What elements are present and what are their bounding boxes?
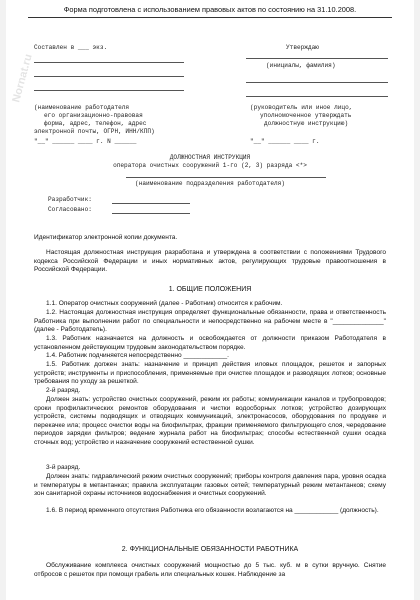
fill-line — [112, 213, 190, 214]
grade-3-heading: 3-й разряд. — [46, 464, 81, 471]
fill-line — [126, 177, 326, 178]
instruction-title: ДОЛЖНОСТНАЯ ИНСТРУКЦИЯ — [169, 154, 251, 161]
instruction-subtitle: оператора очистных сооружений 1-го (2, 3) разряда <*> — [113, 162, 307, 169]
paragraph-1-3: 1.3. Работник назначается на должность и освобождается от должности приказом Работодателя в установленном действующим трудовым законодательством порядке. — [34, 335, 386, 351]
fill-line — [34, 90, 184, 91]
agreed-label: Согласовано: — [48, 206, 92, 213]
employer-caption-1: (наименование работодателя — [34, 104, 130, 111]
watermark-logo — [4, 8, 35, 108]
fill-line — [34, 62, 184, 63]
electronic-copy-id: Идентификатор электронной копии документа. — [34, 234, 178, 241]
initials-caption: (инициалы, фамилия) — [266, 62, 336, 69]
form-note: Форма подготовлена с использованием правовых актов по состоянию на 31.10.2008. — [63, 5, 357, 14]
paragraph-1-6: 1.6. В период временного отсутствия Работника его обязанности возлагаются на ____________ (должность). — [46, 507, 379, 514]
fill-line — [246, 58, 388, 59]
grade-2-text: Должен знать: устройство очистных сооружений, режим их работы; коммуникации каналов и трубопроводов; сроки профилактических ремонтов оборудования и чистки водосборных лотков; устройство дозирующих устройств, системы подводящих и отводящих коммуникаций, электронасосов, оборудования по продувке и перекачке ила; процесс очистки воды на биофильтрах, фракции применяемого фильтрующего слоя, чередование периодов зарядки фильтров; ведение журнала работ на биофильтрах; способы естественной сушки осадка сточных вод; устройство и назначение сооружений естественной сушки. — [34, 396, 386, 446]
approval-date: "__" ______ ____ г. — [250, 138, 320, 145]
document-page — [6, 0, 414, 600]
employer-caption-3: форма, адрес, телефон, адрес — [44, 120, 147, 127]
intro-paragraph: Настоящая должностная инструкция разработана и утверждена в соответствии с положениями Трудового кодекса Российской Федерации и иных нормативных актов, регулирующих трудовые правоотношения в Российской Федерации. — [34, 249, 386, 273]
copies-count: Составлен в ___ экз. — [34, 44, 108, 51]
employer-caption-4: электронной почты, ОГРН, ИНН/КПП) — [34, 128, 155, 135]
section-2-paragraph: Обслуживание комплекса очистных сооружений мощностью до 5 тыс. куб. м в сутки вручную. Снятие отбросов с решеток при помощи грабель или специальных кошек. Наблюдение за — [34, 562, 386, 578]
fill-line — [246, 82, 388, 83]
head-caption-3: должностную инструкцию) — [264, 120, 349, 127]
paragraph-1-1: 1.1. Оператор очистных сооружений (далее - Работник) относится к рабочим. — [46, 300, 283, 307]
unit-caption: (наименование подразделения работодателя) — [135, 180, 285, 187]
section-heading-1: 1. ОБЩИЕ ПОЛОЖЕНИЯ — [168, 286, 252, 293]
order-date-number: "__" ______ ____ г. N ______ — [34, 138, 137, 145]
section-heading-2: 2. ФУНКЦИОНАЛЬНЫЕ ОБЯЗАННОСТИ РАБОТНИКА — [121, 546, 299, 553]
fill-line — [112, 203, 190, 204]
head-caption-2: уполномоченное утверждать — [260, 112, 352, 119]
grade-2-heading: 2-й разряд. — [46, 387, 81, 394]
svg-text:Nornat.ru: Nornat.ru — [10, 52, 35, 104]
employer-caption-2: его организационно-правовая — [44, 112, 143, 119]
paragraph-1-2: 1.2. Настоящая должностная инструкция определяет функциональные обязанности, права и ответственность Работника при выполнении работ по специальности и непосредственно на рабочем месте в "______________" (далее - Работодатель). — [34, 309, 386, 333]
approved-label: Утверждаю — [286, 44, 319, 51]
head-caption-1: (руководитель или иное лицо, — [250, 104, 353, 111]
paragraph-1-5: 1.5. Работник должен знать: назначение и принцип действия иловых площадок, решеток и запорных устройств; инструменты и приспособления, применяемые при очистке площадок и разводящих лотков; основные требования по уходу за решеткой. — [34, 361, 386, 385]
fill-line — [34, 76, 184, 77]
fill-line — [246, 96, 388, 97]
paragraph-1-4: 1.4. Работник подчиняется непосредственно ____________. — [46, 352, 230, 359]
developer-label: Разработчик: — [48, 196, 92, 203]
grade-3-text: Должен знать: гидравлический режим очистных сооружений; приборы контроля давления пара, уровня осадка и температуры в метантанках; правила эксплуатации газовых сетей; температурный режим метантанков; схему зон санитарной охраны источников водоснабжения и очистных сооружений. — [34, 473, 386, 497]
divider — [28, 17, 392, 18]
